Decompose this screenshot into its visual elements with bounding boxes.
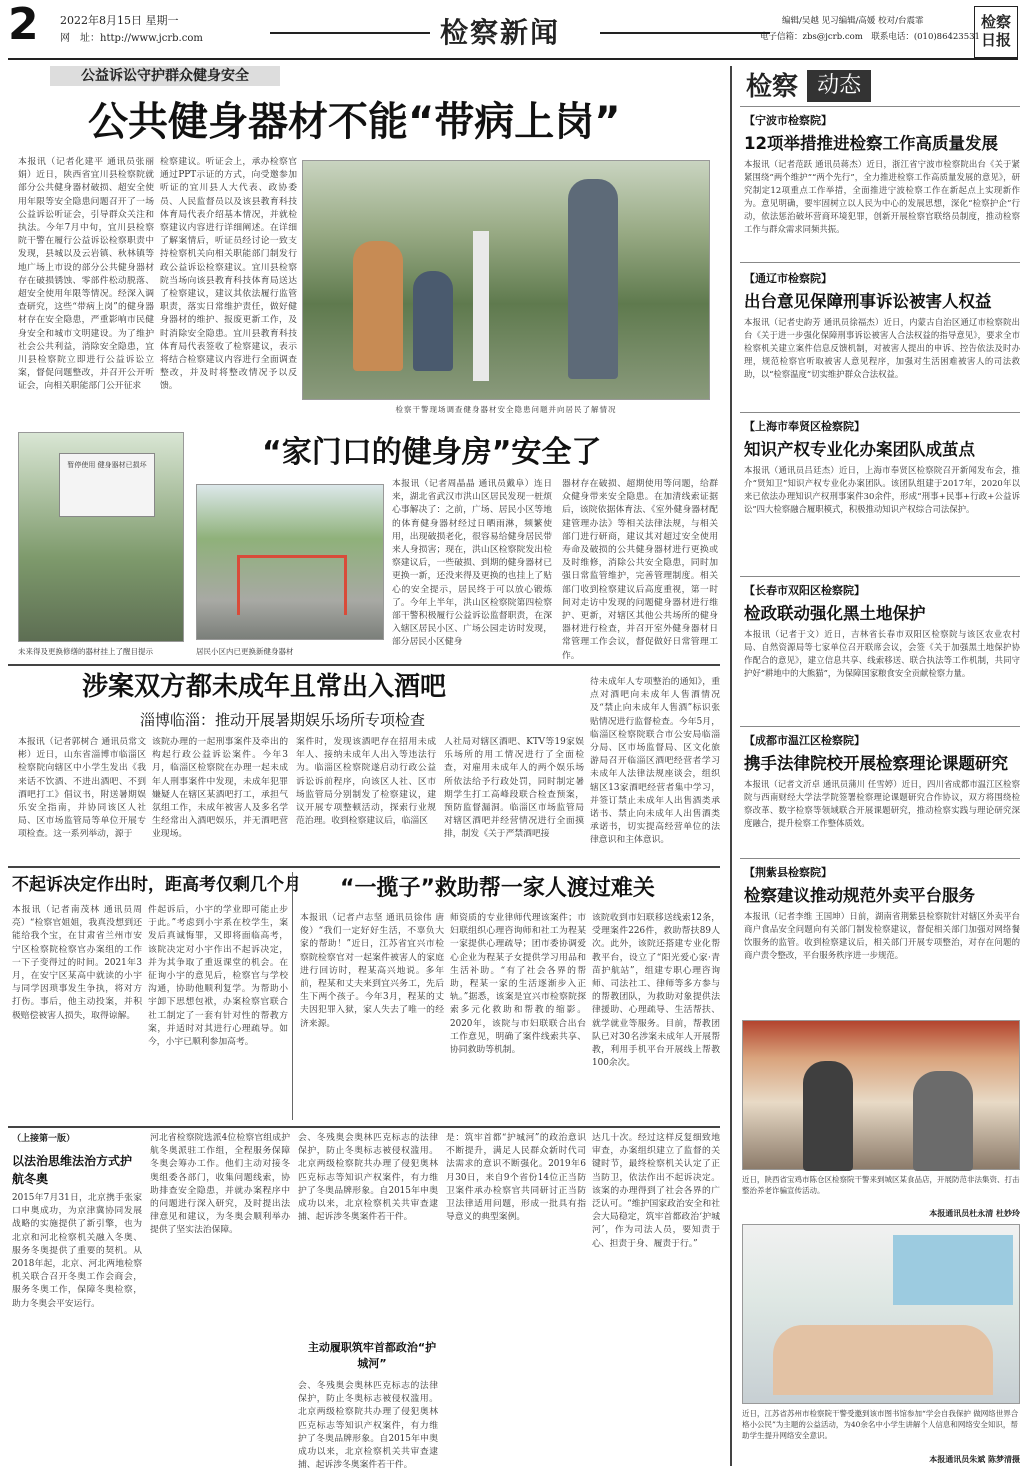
right-news-title: 检政联动强化黑土地保护 bbox=[744, 604, 926, 623]
article-bar-col4: 人社局对辖区酒吧、KTV等19家娱乐场所的用工情况进行了全面检查，对雇用未成年人的两个娱乐场所依法给予行政处罚，同时制定暑期学生打工高峰段联合检查预案，预防监督漏洞。临淄区市场监管局对辖区酒吧并经营情况进行全面摸排，制发《关于严禁酒吧接 bbox=[444, 737, 584, 840]
right-news-item bbox=[744, 112, 1020, 268]
photo-library-credit: 本报通讯员朱斌 陈梦清摄 bbox=[929, 1455, 1020, 1464]
continued-headline: 以法治思维法治方式护航冬奥 bbox=[12, 1154, 133, 1186]
masthead-rule bbox=[8, 58, 1018, 60]
article-fitness-col2: 检察建议。听证会上，承办检察官通过PPT示证的方式，向受邀参加听证的宜川县人大代表、政协委员、人民监督员以及该县教育科技体育局代表介绍基本情况，并就检察建议内容进行详细阐述。在详细了解案情后，听证员经讨论一致支持检察机关向相关职能部门制发行政公益诉讼检察建议。宜川县检察院当场向该县教育科技体育局送达了检察建议，建议其依法履行监管职责，落实日常维护责任，做好健身器材的维护、报废更新工作，及时消除安全隐患。宜川县教育科技体育局代表签收了检察建议，表示将结合检察建议内容进行全面调查整改，并及时将整改情况予以反馈。 bbox=[160, 157, 297, 392]
photo-person-right bbox=[913, 1071, 973, 1171]
right-news-org: 【长春市双阳区检察院】 bbox=[744, 584, 865, 597]
rule-2 bbox=[8, 866, 720, 868]
right-news-item bbox=[744, 732, 1020, 864]
photo-person-left bbox=[803, 1061, 853, 1171]
right-news-title: 检察建议推动规范外卖平台服务 bbox=[744, 886, 975, 905]
photo-fitness-caption: 检察干警现场调查健身器材安全隐患问题并向居民了解情况 bbox=[395, 405, 617, 414]
right-news-rule bbox=[740, 576, 1020, 577]
column-tag bbox=[746, 70, 871, 104]
article-family-col3: 该院收到市妇联移送线索12条，受理案件226件，救助帮扶89人次。此外，该院还搭建专业化帮教平台，设立了“阳光爱心家·青苗护航站”，组建专职心理咨询师、司法社工、律师等多方参与的帮教团队，为救助对象提供法律援助、心理疏导、生活帮扶、就学就业等服务。目前，帮教团队已对30名涉案未成年人开展帮教，利用手机平台开展线上帮教100余次。 bbox=[592, 913, 720, 1069]
photo-new-caption: 居民小区内已更换新健身器材 bbox=[196, 647, 294, 656]
rule-3 bbox=[8, 1126, 720, 1128]
warning-sign bbox=[59, 453, 155, 517]
article-fitness-headline: 公共健身器材不能“带病上岗” bbox=[88, 99, 621, 145]
column-tag-main: 检察 bbox=[746, 72, 799, 102]
article-gaokao-col2: 件起诉后，小宇的学业即可能止步于此。”考虑到小宇系在校学生，案发后真诚悔罪，又即将面临高考，该院决定对小宇作出不起诉决定，并为其争取了重返课堂的机会。在征询小宇的意见后，检察官与学校沟通，协助他顺利复学。为帮助小宇卸下思想包袱，办案检察官联合社工制定了一套有针对性的帮教方案，并适时对其进行心理疏导。如今，小宇已顺利参加高考。 bbox=[148, 905, 288, 1048]
column-tag-rule bbox=[740, 106, 1020, 107]
article-fitness-tag bbox=[50, 66, 280, 86]
right-news-rule bbox=[740, 726, 1020, 727]
photo-screen bbox=[893, 1235, 1013, 1305]
section-title: 检察新闻 bbox=[440, 16, 561, 49]
article-gaokao-col1: 本报讯（记者南茂林 通讯员周亮）“检察官姐姐，我真没想到还能给我个宝，在甘肃省兰州市安宁区检察院检察官办案组的工作一下子变得过的时间。2021年3月，在安宁区某高中就读的小宇与同学因琐事发生争执，将对方打伤。事后，他主动投案，并积极赔偿被害人损失，取得谅解。 bbox=[12, 905, 142, 1021]
photo-library-caption: 近日，江苏省苏州市检察院干警受邀到该市图书馆参加“学会自我保护 做网络世界合格小公民”为主题的公益活动，为40余名中小学生讲解个人信息和网络安全知识，帮助学生提升网络安全意识。 bbox=[742, 1409, 1019, 1440]
photo-broken-caption: 未来得及更换修缮的器材挂上了醒目提示 bbox=[18, 647, 153, 656]
right-news-body: 本报讯（记者文沂卓 通讯员蒲川 任雪婷）近日，四川省成都市温江区检察院与西南财经大学法学院签署检察理论课题研究合作协议，双方将围绕检察改革、数字检察等领域联合开展课题研究，推动检察实践与理论研究深度融合，提升检察工作整体质效。 bbox=[744, 779, 1020, 828]
photo-broken-equipment bbox=[18, 432, 184, 642]
photo-family-outreach bbox=[742, 1020, 1020, 1170]
continued-col3: 会、冬残奥会奥林匹克标志的法律保护，防止冬奥标志被侵权滥用。北京两级检察院共办理了侵犯奥林匹克标志等知识产权案件，有力维护了冬奥品牌形象。自2015年申奥成功以来，北京检察机关共审查逮捕、起诉涉冬奥案件若干件。 bbox=[298, 1133, 438, 1223]
photo-figure-woman2 bbox=[413, 271, 453, 371]
masthead-rule-right bbox=[600, 32, 770, 34]
page-number: 2 bbox=[8, 0, 39, 50]
photo-figure-woman1 bbox=[353, 241, 403, 371]
continued-col2: 河北省检察院选派4位检察官组成护航冬奥派驻工作组，全程服务保障冬奥会筹办工作。他们主动对接冬奥组委各部门，收集问题线索，协助排查安全隐患，并就办案程序中的问题进行深入研究，及时提出法律意见和建议，为冬奥会顺利举办提供了坚实法治保障。 bbox=[150, 1133, 290, 1236]
continued-col1: 2015年7月31日，北京携手张家口申奥成功，为京津冀协同发展战略的实施提供了新引擎，也为北京和河北检察机关融入冬奥、服务冬奥提供了重要的契机。从2018年起，北京、河北两地检察机关联合召开冬奥工作会商会，服务冬奥工作，保障冬奥检察，助力冬奥会平安运行。 bbox=[12, 1193, 142, 1309]
article-bar-subhead: 淄博临淄：推动开展暑期娱乐场所专项检查 bbox=[140, 711, 426, 729]
article-gaokao-headline: 不起诉决定作出时，距高考仅剩几个月 bbox=[12, 875, 301, 895]
article-home-col2: 器材存在破损、超期使用等问题，给群众健身带来安全隐患。在加清线索证据后，该院依据体育法、《室外健身器材配建管理办法》等相关法律法规，与相关部门进行研商，建议其对超过安全使用寿命及破损的公共健身器材进行更换或及时维修，消除公共安全隐患，同时加强日常监管维护，完善管理制度。相关部门收到检察建议后高度重视，第一时间对走访中发现的问题健身器材进行维护、更新，对辖区其他公共场所的健身器材进行检查，并召开室外健身器材日常管理工作会议，督促做好日常管理工作。 bbox=[562, 479, 718, 661]
article-fitness-col1: 本报讯（记者化建平 通讯员张丽娟）近日，陕西省宜川县检察院就部分公共健身器材破损、超安全使用年限等安全隐患问题召开了一场公益诉讼听证会，引导群众关注和执法。今年7月中旬，宜川县检察院干警在履行公益诉讼检察职责中发现，县城以及云岩镇、秋林镇等地广场上市设的部分公共健身器材存在破损锈蚀、零部件松动脱落、超安全使用年限等情况。经深入调查研究，这些“带病上岗”的健身器材存在安全隐患，严重影响市民健身安全和城市文明建设。为了维护社会公共利益，消除安全隐患，宜川县检察院立即进行公益诉讼立案，督促问题整改，并召开公开听证会，向相关职能部门公开征求 bbox=[18, 157, 154, 392]
right-news-org: 【成都市温江区检察院】 bbox=[744, 734, 865, 747]
right-news-rule bbox=[740, 262, 1020, 263]
photo-apparatus bbox=[237, 555, 347, 615]
photo-family-caption: 近日，陕西省宝鸡市陈仓区检察院干警来到城区某食品店，开展防范非法集资、打击整治养老诈骗宣传活动。 bbox=[742, 1175, 1020, 1195]
article-bar-col2: 该院办理的一起刑事案件及牵出的构起行政公益诉讼案件。今年3月，临淄区检察院在办理一起未成年人刑事案件中发现，未成年犯罪嫌疑人在辖区某酒吧打工，承担气氛组工作，未成年被害人及多名学生经常出入酒吧娱乐，并无酒吧营业现场。 bbox=[152, 737, 288, 840]
photo-library-event bbox=[742, 1224, 1020, 1404]
right-news-title: 12项举措推进检察工作高质量发展 bbox=[744, 134, 998, 153]
right-news-org: 【通辽市检察院】 bbox=[744, 272, 832, 285]
divider-vertical-1 bbox=[292, 872, 293, 1120]
right-news-title: 出台意见保障刑事诉讼被害人权益 bbox=[744, 292, 992, 311]
article-bar-headline: 涉案双方都未成年且常出入酒吧 bbox=[82, 672, 447, 702]
tag-text: 公益诉讼守护群众健身安全 bbox=[81, 68, 249, 84]
right-news-body: 本报讯（记者范跃 通讯员蒋杰）近日，浙江省宁波市检察院出台《关于紧紧围绕“两个维护”“两个先行”，全力推进检察工作高质量发展的意见》，研究制定12项重点工作举措，全面推进宁波检察工作在新起点上实现新作为。意见明确，要牢固树立以人民为中心的发展思想，深化“检察护企”行动，依法惩治破坏营商环境犯罪，创新开展检察官联络员制度，推动检察工作与群众需求同频共振。 bbox=[744, 159, 1020, 234]
masthead-site: 网 址：http://www.jcrb.com bbox=[60, 33, 203, 44]
masthead-rule-left bbox=[270, 32, 430, 34]
right-news-item bbox=[744, 270, 1020, 418]
article-bar-col1: 本报讯（记者郭树合 通讯员常文彬）近日，山东省淄博市临淄区检察院向辖区中小学生发出《我来话不饮酒、不进出酒吧、不到酒吧打工》倡议书，附送暑期娱乐安全指南，并协同该区人社局、区市场监管局等单位开展专项检查。这一系列举动，源于 bbox=[18, 737, 146, 840]
article-family-col2: 师资质的专业律师代理该案件；市妇联组织心理咨询师和社工为程某一家提供心理疏导；团市委协调爱心企业为程某子女提供学习用品和生活补助。“有了社会各界的帮助，程某一家的生活逐渐步入正轨。”据悉，该案是宜兴市检察院探索多元化救助和帮教的缩影。2020年，该院与市妇联联合出台工作意见，明确了案件线索共享、协同救助等机制。 bbox=[450, 913, 586, 1056]
photo-children bbox=[773, 1325, 993, 1395]
right-news-body: 本报讯（记者李维 王国坤）日前，湖南省荆紫县检察院针对辖区外卖平台商户食品安全问题向有关部门制发检察建议，督促相关部门加强对网络餐饮服务的监管。收到检察建议后，相关部门开展专项整治，对存在问题的商户责令整改，平台服务秩序进一步规范。 bbox=[744, 911, 1020, 960]
article-bar-col3: 案件时，发现该酒吧存在招用未成年人、接纳未成年人出入等违法行为。临淄区检察院遂启动行政公益诉讼诉前程序，向该区人社、区市场监管局分别制发了检察建议，建议开展专项整顿活动，探索行业规范治理。收到检察建议后，临淄区 bbox=[296, 737, 436, 827]
masthead-logo: 检察日报 bbox=[974, 6, 1018, 58]
right-news-item bbox=[744, 582, 1020, 732]
article-home-col1: 本报讯（记者周晶晶 通讯员戴阜）连日来，湖北省武汉市洪山区居民发现一桩烦心事解决了：之前，广场、居民小区等地的体育健身器材经过日晒雨淋，频繁使用，出现破损老化，很容易给健身居民带来人身损害；现在，洪山区检察院发出检察建议后，一些破损、到期的健身器材已更换一新，还没来得及更换的也挂上了贴心的安全提示，居民终于可以放心锻炼了。今年上半年，洪山区检察院第四检察部干警积极履行公益诉讼监督职责，在深入辖区居民小区、广场公园走访时发现，部分居民小区健身 bbox=[392, 479, 552, 648]
continued-col4: 是：筑牢首都“护城河”的政治意识不断提升，满足人民群众新时代司法需求的意识不断强化。2019年6月30日，来自9个省份14位正当防卫案件承办检察官共同研讨正当防卫法律适用问题，形成一批具有指导意义的典型案例。 bbox=[446, 1133, 586, 1223]
article-bar-col5: 待未成年人专项整治的通知》，重点对酒吧向未成年人售酒情况及“禁止向未成年人售酒”标识张贴情况进行监督检查。今年5月，临淄区检察院联合市公安局临淄分局、区市场监督局、区文化旅游局召开临淄区酒吧经营者学习未成年人法律法规座谈会，组织辖区13家酒吧经营者集中学习，并签订禁止未成年人出售酒类承诺书、禁止向未成年人出售酒类承诺书，切实提高经营单位的法律意识和主体意识。 bbox=[590, 677, 720, 846]
right-news-title: 携手法律院校开展检察理论课题研究 bbox=[744, 754, 1008, 773]
right-news-body: 本报讯（通讯员吕廷杰）近日，上海市奉贤区检察院召开新闻发布会，推介“贤知卫”知识产权专业化办案团队。该团队组建于2017年，2020年以来已依法办理知识产权刑事案件30余件，形成“刑事+民事+行政+公益诉讼”四大检察融合履职模式，积极推动知识产权综合司法保护。 bbox=[744, 465, 1020, 514]
masthead-editors: 编辑/吴越 见习编辑/高媛 校对/台震霏 bbox=[782, 16, 924, 26]
article-family-col1: 本报讯（记者卢志坚 通讯员徐伟 唐俊）“我们一定好好生活，不辜负大家的帮助！”近日，江苏省宜兴市检察院检察官对一起案件被害人的家庭进行回访时，程某高兴地说。多年前，程某和丈夫来到宜兴务工，先后生下两个孩子。今年3月，程某的丈夫因犯罪入狱，家人失去了唯一的经济来源。 bbox=[300, 913, 444, 1029]
article-home-headline: “家门口的健身房”安全了 bbox=[262, 435, 602, 470]
masthead-date: 2022年8月15日 星期一 bbox=[60, 14, 179, 27]
photo-family-credit: 本报通讯员杜永清 杜妙玲 bbox=[929, 1209, 1020, 1218]
continued-label: （上接第一版） bbox=[12, 1134, 76, 1144]
right-news-org: 【宁波市检察院】 bbox=[744, 114, 832, 127]
right-news-org: 【荆紫县检察院】 bbox=[744, 866, 832, 879]
right-news-body: 本报讯（记者于文）近日，吉林省长春市双阳区检察院与该区农业农村局、自然资源局等七家单位召开联席会议，会签《关于加强黑土地保护协作配合的意见》，建立信息共享、线索移送、联合执法等工作机制，共同守护好“耕地中的大熊猫”，为保障国家粮食安全贡献检察力量。 bbox=[744, 629, 1020, 678]
right-news-item bbox=[744, 418, 1020, 582]
right-news-body: 本报讯（记者史韵芳 通讯员徐福杰）近日，内蒙古自治区通辽市检察院出台《关于进一步强化保障刑事诉讼被害人合法权益的指导意见》，要求全市检察机关建立案件信息反馈机制，对被害人提出的申诉、控告依法及时办理，规范检察官听取被害人意见程序，加强对生活困难被害人的司法救助，以“检察温度”切实维护群众合法权益。 bbox=[744, 317, 1020, 379]
continued-col5: 达几十次。经过这样反复细致地审查，办案组织建立了监督的关键时节，最终检察机关认定了正当防卫，依法作出不起诉决定。该案的办理得到了社会各界的广泛认可。“维护国家政治安全和社会大局稳定，筑牢首都政治‘护城河’，作为司法人员，要知责于心、担责于身、履责于行。” bbox=[592, 1133, 720, 1249]
right-news-rule bbox=[740, 412, 1020, 413]
photo-figure-man bbox=[568, 179, 618, 379]
article-family-headline: “一揽子”救助帮一家人渡过难关 bbox=[340, 876, 655, 901]
masthead-contact: 电子信箱：zbs@jcrb.com 联系电话：(010)86423531 bbox=[760, 32, 980, 42]
continued-col3b: 会、冬残奥会奥林匹克标志的法律保护，防止冬奥标志被侵权滥用。北京两级检察院共办理了侵犯奥林匹克标志等知识产权案件，有力维护了冬奥品牌形象。自2015年申奥成功以来，北京检察机关共审查逮捕、起诉涉冬奥案件若干件。 bbox=[298, 1381, 438, 1471]
warning-sign-text: 暂停使用 健身器材已损坏 bbox=[67, 461, 147, 469]
right-news-title: 知识产权专业化办案团队成茧点 bbox=[744, 440, 975, 459]
photo-new-equipment bbox=[196, 484, 384, 640]
right-news-rule bbox=[740, 858, 1020, 859]
continued-subhead: 主动履职筑牢首都政治“护城河” bbox=[307, 1341, 437, 1370]
photo-equipment bbox=[473, 231, 489, 381]
right-news-org: 【上海市奉贤区检察院】 bbox=[744, 420, 865, 433]
rule-1 bbox=[8, 664, 720, 666]
masthead bbox=[0, 0, 1024, 62]
divider-right-column bbox=[730, 66, 732, 1466]
column-tag-sub: 动态 bbox=[807, 70, 871, 102]
right-news-item bbox=[744, 864, 1020, 982]
photo-fitness-inspection bbox=[302, 160, 710, 400]
